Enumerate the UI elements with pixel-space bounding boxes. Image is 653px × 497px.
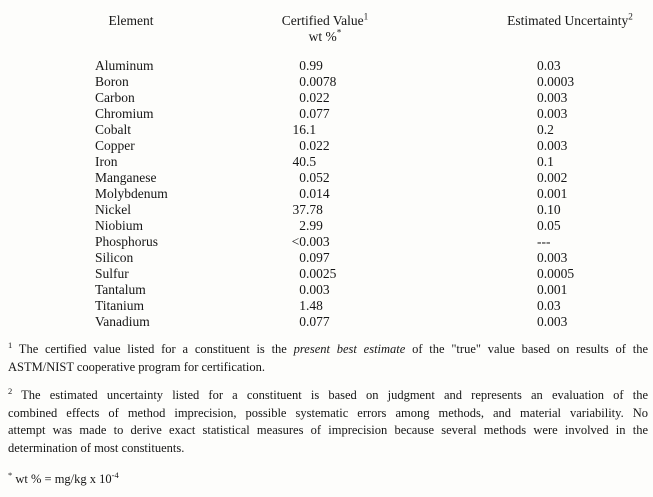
- uncertainty-cell: ---: [537, 234, 551, 249]
- table-row: [0, 266, 653, 282]
- table-header: [0, 0, 653, 58]
- element-cell: Copper: [95, 138, 135, 153]
- uncertainty-cell: 0.10: [537, 202, 561, 217]
- uncertainty-cell: 0.003: [537, 106, 568, 121]
- footnote-text: wt % = mg/kg x 10: [12, 472, 112, 486]
- table-row: [0, 74, 653, 90]
- footnote-marker: 1: [8, 339, 13, 350]
- table-row: [0, 202, 653, 218]
- element-cell: Aluminum: [95, 58, 154, 73]
- uncertainty-cell: 0.003: [537, 90, 568, 105]
- table-row: [0, 298, 653, 314]
- table-row: [0, 138, 653, 154]
- element-cell: Titanium: [95, 298, 145, 313]
- table-row: [0, 154, 653, 170]
- certified-value-cell: 0.014: [299, 186, 330, 201]
- certified-value-cell: 0.003: [299, 282, 330, 297]
- footnote-text: determination of most constituents.: [8, 440, 185, 455]
- uncertainty-cell: 0.001: [537, 282, 568, 297]
- footnote-text: ASTM/NIST cooperative program for certification.: [8, 359, 265, 374]
- footnote-text: The estimated uncertainty listed for a constituent is based on judgment and represents an evaluation of the: [12, 388, 648, 402]
- wt-percent-footnote-marker: *: [336, 27, 342, 37]
- uncertainty-cell: 0.003: [537, 314, 568, 329]
- element-cell: Iron: [95, 154, 118, 169]
- element-cell: Carbon: [95, 90, 135, 105]
- table-row: [0, 122, 653, 138]
- footnote-text: attempt was made to derive exact statistical measures of imprecision because several methods were involved in the: [8, 423, 648, 437]
- certified-value-cell: 0.097: [299, 250, 330, 265]
- footnote-line: [8, 422, 648, 440]
- table-row: [0, 282, 653, 298]
- footnote-uncertainty: [8, 387, 648, 457]
- uncertainty-cell: 0.001: [537, 186, 568, 201]
- element-cell: Chromium: [95, 106, 154, 121]
- element-cell: Cobalt: [95, 122, 131, 137]
- footnote-text: present best estimate: [293, 342, 406, 356]
- element-cell: Nickel: [95, 202, 131, 217]
- element-cell: Sulfur: [95, 266, 129, 281]
- footnote-text: The certified value listed for a constituent is the: [12, 342, 294, 356]
- table-row: [0, 314, 653, 330]
- table-row: [0, 106, 653, 122]
- element-cell: Tantalum: [95, 282, 146, 297]
- certified-value-footnote-marker: 1: [363, 11, 369, 22]
- element-cell: Molybdenum: [95, 186, 168, 201]
- footnote-marker: -4: [111, 469, 119, 480]
- table-row: [0, 90, 653, 106]
- certified-value-cell: 0.052: [299, 170, 330, 185]
- certified-value-cell: 2.99: [299, 218, 323, 233]
- certified-value-cell: 37.78: [292, 202, 323, 217]
- uncertainty-cell: 0.03: [537, 58, 561, 73]
- uncertainty-cell: 0.05: [537, 218, 561, 233]
- certified-value-cell: 0.022: [299, 90, 330, 105]
- footnote-text: combined effects of method imprecision, possible systematic errors among methods, and material variability. No: [8, 405, 648, 420]
- table-row: [0, 58, 653, 74]
- certified-value-cell: <0.003: [291, 234, 330, 249]
- uncertainty-cell: 0.2: [537, 122, 554, 137]
- certified-value-cell: 40.5: [292, 154, 317, 169]
- element-cell: Vanadium: [95, 314, 150, 329]
- certified-value-cell: 1.48: [299, 298, 323, 313]
- table-row: [0, 170, 653, 186]
- element-cell: Silicon: [95, 250, 134, 265]
- uncertainty-cell: 0.003: [537, 138, 568, 153]
- wt-percent-unit-label: wt %: [308, 28, 337, 44]
- element-cell: Manganese: [95, 170, 157, 185]
- footnote-marker: 2: [8, 385, 13, 396]
- element-cell: Boron: [95, 74, 129, 89]
- uncertainty-cell: 0.0003: [537, 74, 575, 89]
- footnote-wt-percent: [8, 471, 648, 489]
- footnote-line: [8, 440, 648, 458]
- table-row: [0, 250, 653, 266]
- footnote-line: [8, 471, 648, 489]
- uncertainty-footnote-marker: 2: [628, 11, 633, 22]
- uncertainty-cell: 0.1: [537, 154, 554, 169]
- table-body: [0, 58, 653, 330]
- table-row: [0, 218, 653, 234]
- certified-value-cell: 16.1: [292, 122, 317, 137]
- table-row: [0, 234, 653, 250]
- footnote-line: [8, 341, 648, 359]
- element-column-header: Element: [108, 13, 154, 28]
- uncertainty-header-label: Estimated Uncertainty: [507, 13, 629, 28]
- table-row: [0, 186, 653, 202]
- footnote-text: of the "true" value based on results of the: [405, 342, 648, 356]
- certified-value-header-line: [245, 13, 405, 29]
- uncertainty-cell: 0.03: [537, 298, 561, 313]
- footnote-certified-value: [8, 341, 648, 376]
- certified-value-column-header: [245, 13, 405, 44]
- element-cell: Phosphorus: [95, 234, 159, 249]
- uncertainty-column-header: [488, 13, 652, 29]
- footnote-line: [8, 387, 648, 405]
- certified-value-header-label: Certified Value: [281, 13, 364, 28]
- certified-value-cell: 0.0078: [299, 74, 337, 89]
- certified-value-cell: 0.077: [299, 106, 330, 121]
- certified-value-cell: 0.022: [299, 138, 330, 153]
- certified-value-cell: 0.077: [299, 314, 330, 329]
- certified-value-cell: 0.0025: [299, 266, 337, 281]
- uncertainty-cell: 0.003: [537, 250, 568, 265]
- element-cell: Niobium: [95, 218, 144, 233]
- certified-value-cell: 0.99: [299, 58, 323, 73]
- wt-percent-unit-line: [245, 29, 405, 45]
- footnote-marker: *: [8, 469, 13, 480]
- footnote-line: [8, 405, 648, 423]
- uncertainty-cell: 0.0005: [537, 266, 575, 281]
- footnote-line: [8, 359, 648, 377]
- uncertainty-cell: 0.002: [537, 170, 568, 185]
